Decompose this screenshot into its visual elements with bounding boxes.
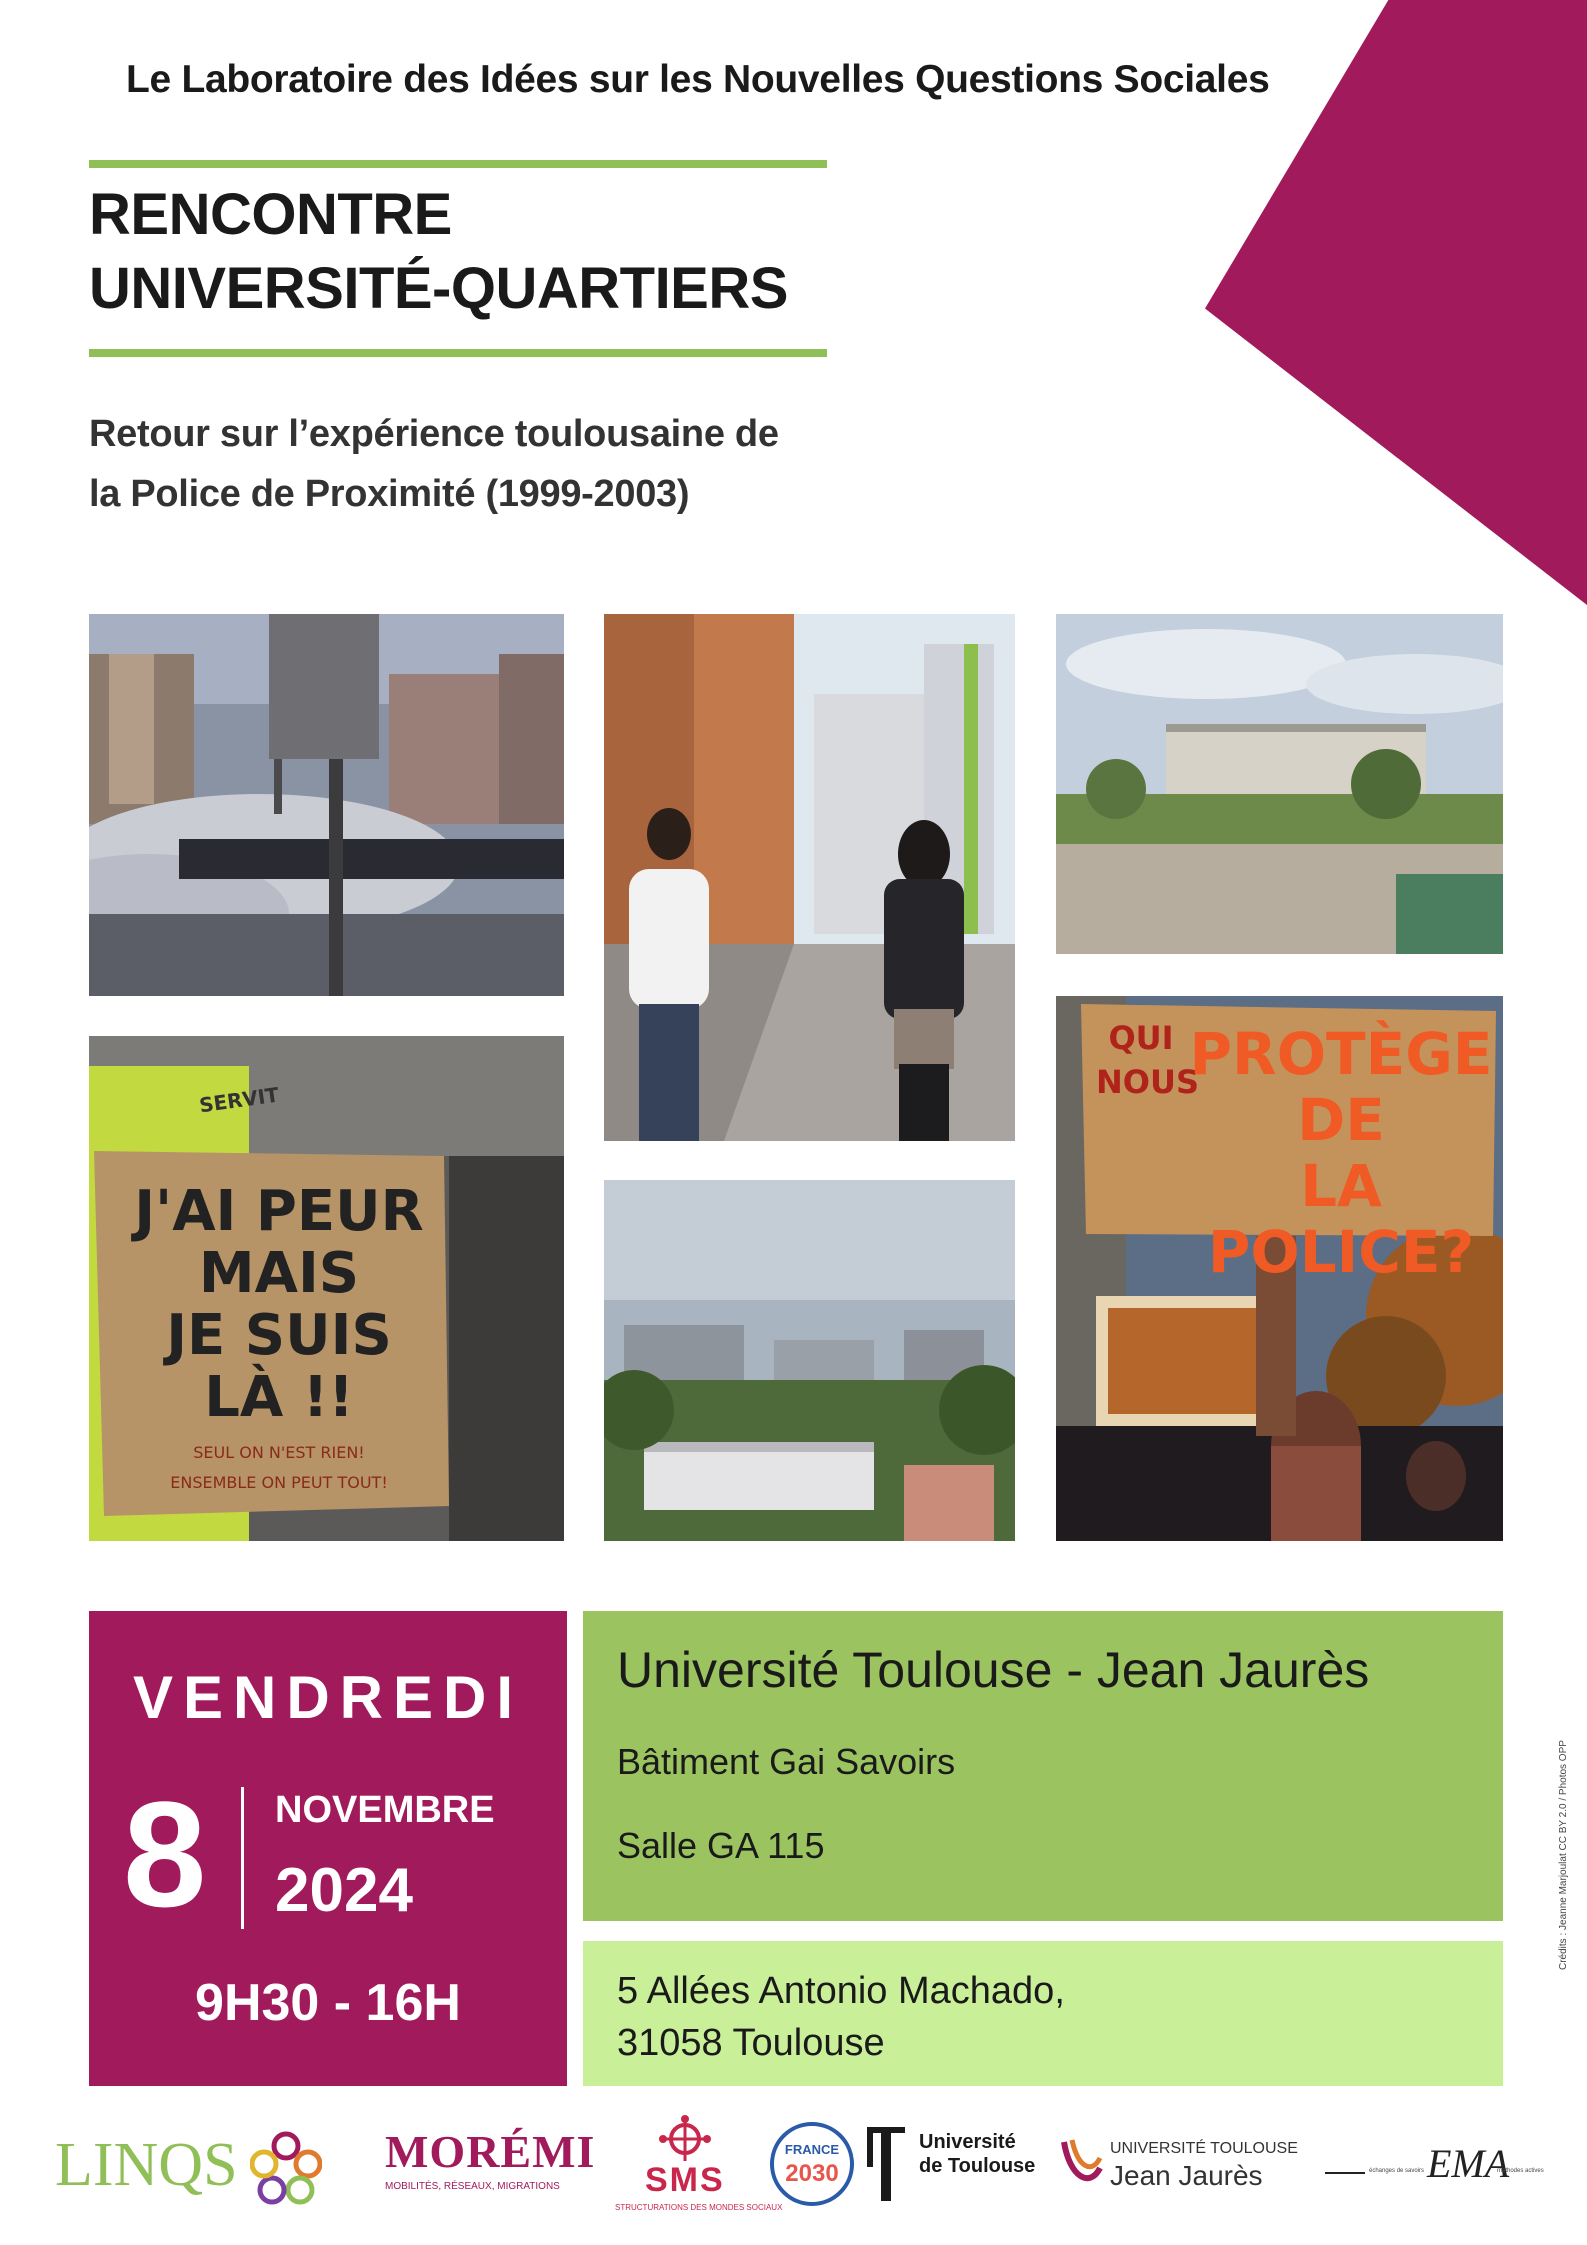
partner-logos [55,2110,1555,2220]
event-year: 2024 [275,1856,413,1925]
venue-room: Salle GA 115 [617,1825,825,1866]
logo-ut-line1: Université [919,2131,1016,2153]
sign-left-text: J'AI PEUR MAIS JE SUIS LÀ !! [134,1179,424,1430]
ut-letter-icon [863,2125,909,2203]
logo-france-bottom: 2030 [785,2160,839,2187]
logo-universite-de-toulouse [863,2125,1053,2215]
logo-ut-line2: de Toulouse [919,2155,1036,2177]
sign-left-top-text: SERVIT [197,1082,281,1118]
logo-sms-subtitle: STRUCTURATIONS DES MONDES SOCIAUX [615,2203,783,2212]
event-title [89,178,788,326]
venue-building: Bâtiment Gai Savoirs [617,1741,956,1782]
logo-france-2030 [770,2122,854,2206]
photo-holding-hands [604,614,1015,1141]
event-weekday: VENDREDI [132,1664,524,1731]
sign-right-big-text: PROTÈGE DE LA POLICE? [1189,1020,1493,1286]
address-line1: 5 Allées Antonio Machado, [617,1970,1065,2012]
address-box [583,1941,1503,2086]
event-month: NOVEMBRE [275,1789,495,1831]
event-day: 8 [123,1770,207,1938]
event-subtitle-line2: la Police de Proximité (1999-2003) [89,473,690,515]
logo-france-top: FRANCE [784,2142,840,2157]
logo-utjj-line1: UNIVERSITÉ TOULOUSE [1110,2140,1298,2157]
logo-linqs-text: LINQS [55,2131,238,2199]
photo-housing-estate [1056,614,1503,954]
address-line2: 31058 Toulouse [617,2022,885,2064]
lab-title: Le Laboratoire des Idées sur les Nouvelles Questions Sociales [126,58,1270,101]
logo-linqs [55,2130,320,2210]
event-title-line2: UNIVERSITÉ-QUARTIERS [89,256,788,321]
date-separator [241,1787,244,1929]
logo-ut-jean-jaures [1060,2130,1320,2210]
sign-right-small-text: QUI NOUS [1096,1019,1200,1101]
logo-ema-text: EMA [1427,2141,1510,2186]
linqs-flower-icon [250,2130,322,2210]
sign-left-small-text: SEUL ON N'EST RIEN! ENSEMBLE ON PEUT TOUT! [170,1443,388,1492]
photo-sign-qui-nous-protege [1056,996,1503,1541]
event-subtitle-line1: Retour sur l’expérience toulousaine de [89,413,779,455]
title-rule-top [89,160,827,168]
logo-moremi-subtitle: MOBILITÉS, RÉSEAUX, MIGRATIONS [385,2181,560,2192]
event-title-line1: RENCONTRE [89,182,452,247]
venue-box [583,1611,1503,1921]
photo-credits: Crédits : Jeanne Marjoulat CC BY 2.0 / Photos OPP [1558,1740,1569,1970]
logo-ema [1325,2130,1550,2200]
logo-ema-right-text: méthodes actives [1497,2168,1544,2174]
event-hours: 9H30 - 16H [195,1974,461,2032]
logo-moremi [385,2125,596,2215]
address [617,1965,1065,2069]
event-subtitle [89,404,779,524]
logo-utjj-line2: Jean Jaurès [1110,2160,1263,2191]
date-box [89,1611,567,2086]
utjj-swoosh-icon [1060,2138,1104,2194]
logo-sms [615,2115,783,2215]
ema-line-left [1325,2172,1365,2174]
logo-sms-text: SMS [645,2161,725,2199]
photo-protest-smoke [89,614,564,996]
venue-name: Université Toulouse - Jean Jaurès [617,1642,1370,1698]
sms-network-icon [655,2115,715,2163]
title-rule-bottom [89,349,827,357]
logo-ema-left-text: échanges de savoirs [1369,2168,1425,2174]
logo-moremi-text: MORÉMI [385,2126,596,2177]
photo-housing-towers [604,1180,1015,1541]
photo-sign-jai-peur [89,1036,564,1541]
